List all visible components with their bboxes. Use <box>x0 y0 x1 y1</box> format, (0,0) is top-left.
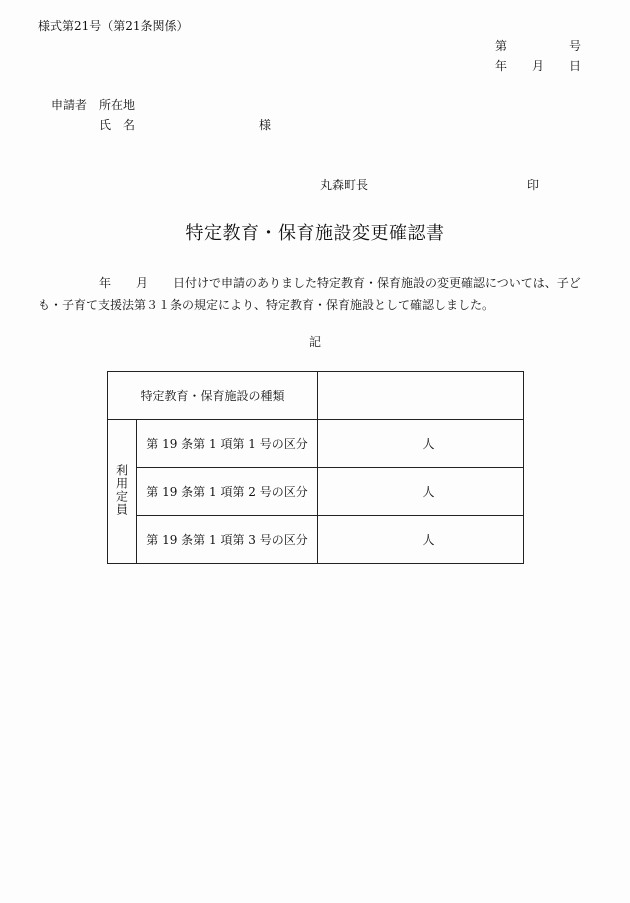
capacity-label-cell <box>108 420 137 564</box>
document-number-prefix: 第 <box>495 39 508 53</box>
table-row <box>108 468 524 516</box>
category-label: 第 19 条第 1 項第 3 号の区分 <box>137 516 318 564</box>
category-label: 第 19 条第 1 項第 1 号の区分 <box>137 420 318 468</box>
capacity-value-cell <box>318 468 524 516</box>
table-row <box>108 420 524 468</box>
date-year-label: 年 <box>495 59 508 73</box>
table-row <box>108 516 524 564</box>
seal-label: 印 <box>527 178 540 192</box>
document-number-suffix: 号 <box>569 39 582 53</box>
body-month-label: 月 <box>136 276 149 290</box>
applicant-honorific: 様 <box>259 118 272 132</box>
facility-type-row <box>108 372 524 420</box>
capacity-unit: 人 <box>422 437 435 451</box>
document-title: 特定教育・保育施設変更確認書 <box>185 223 445 244</box>
issuer-name: 丸森町長 <box>320 178 369 192</box>
capacity-unit: 人 <box>422 533 435 547</box>
applicant-address-label: 所在地 <box>99 98 136 112</box>
facility-table <box>107 371 524 564</box>
facility-type-label: 特定教育・保育施設の種類 <box>108 372 318 420</box>
capacity-unit: 人 <box>422 485 435 499</box>
body-paragraph: 日付けで申請のありました特定教育・保育施設の変更確認については、子ども・子育て支援法第３１条の規定により、特定教育・保育施設として確認しました。 <box>38 276 581 312</box>
applicant-label: 申請者 <box>51 98 88 112</box>
capacity-value-cell <box>318 420 524 468</box>
date-day-label: 日 <box>569 59 582 73</box>
ki-label: 記 <box>308 335 321 349</box>
capacity-label: 利用定員 <box>114 464 129 516</box>
category-label: 第 19 条第 1 項第 2 号の区分 <box>137 468 318 516</box>
facility-type-value <box>318 372 524 420</box>
applicant-name-label: 氏 名 <box>99 118 136 132</box>
form-number-label: 様式第21号（第21条関係） <box>38 19 189 33</box>
date-month-label: 月 <box>532 59 545 73</box>
body-year-label: 年 <box>99 276 112 290</box>
capacity-value-cell <box>318 516 524 564</box>
